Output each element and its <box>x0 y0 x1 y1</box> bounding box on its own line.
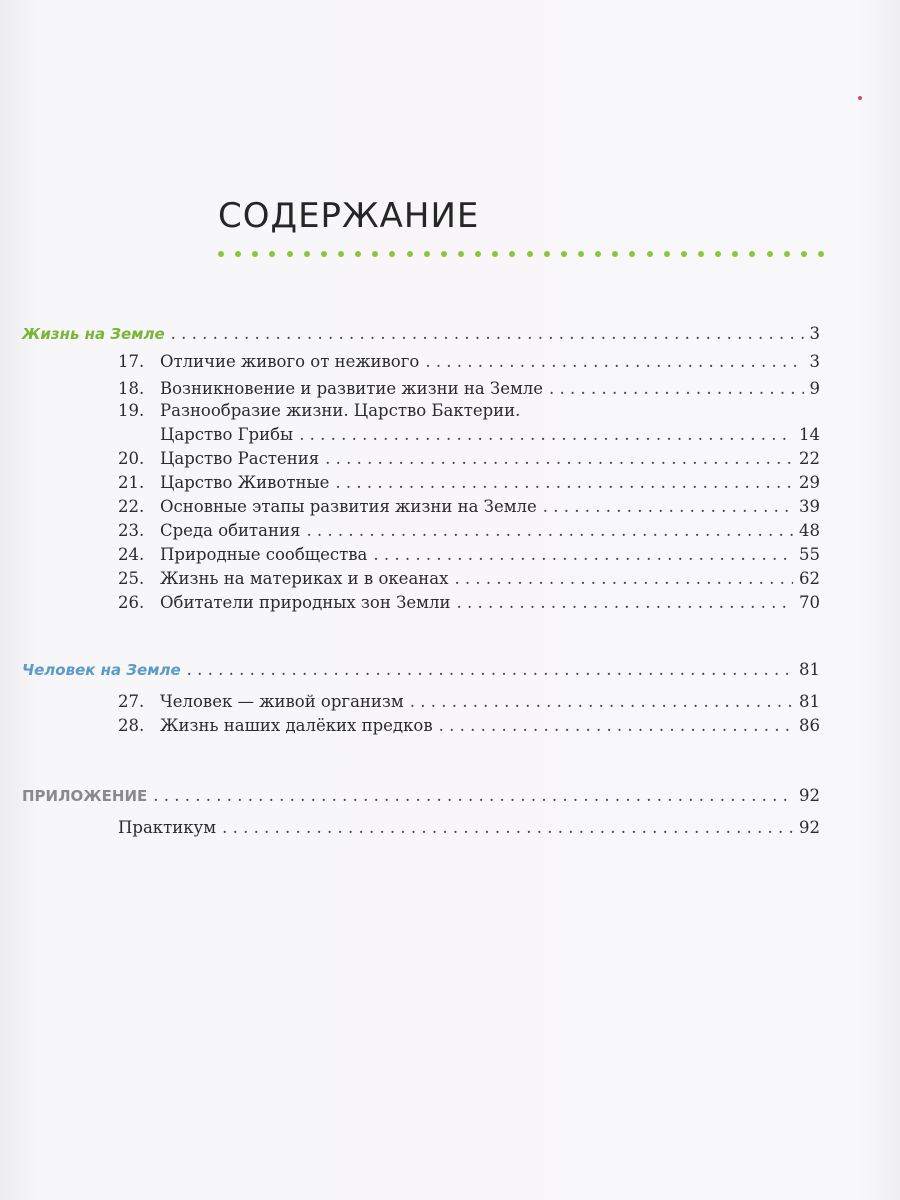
entry-title: Возникновение и развитие жизни на Земле <box>160 379 544 398</box>
divider-dot <box>767 251 773 257</box>
section-title: Жизнь на Земле <box>22 325 165 343</box>
dot-leader <box>410 692 793 711</box>
toc-entry[interactable] <box>118 692 820 716</box>
section-title: Человек на Земле <box>22 661 181 679</box>
page-number: 3 <box>809 352 820 371</box>
entry-title: Жизнь на материках и в океанах <box>160 569 449 588</box>
divider-dot <box>544 251 550 257</box>
divider-dot <box>424 251 430 257</box>
toc-entry[interactable] <box>118 473 820 497</box>
print-mark <box>858 96 862 100</box>
dot-leader <box>335 473 793 492</box>
toc-entry[interactable] <box>118 545 820 569</box>
page-number: 86 <box>799 716 820 735</box>
entry-title: Разнообразие жизни. Царство Бактерии. <box>160 401 521 420</box>
divider-dot <box>441 251 447 257</box>
toc-section-heading[interactable] <box>22 786 820 810</box>
divider-dot <box>355 251 361 257</box>
entry-title: Царство Растения <box>160 449 320 468</box>
page-number: 3 <box>809 324 820 343</box>
dot-leader <box>373 545 793 564</box>
entry-number: 24. <box>118 545 145 564</box>
dot-leader <box>454 569 793 588</box>
dot-leader <box>299 425 793 444</box>
entry-number: 18. <box>118 379 145 398</box>
dotted-divider <box>218 250 824 258</box>
entry-number: 23. <box>118 521 145 540</box>
toc-entry[interactable] <box>118 569 820 593</box>
entry-title-continuation: Царство Грибы <box>160 425 294 444</box>
toc-entry-continuation[interactable] <box>160 425 820 449</box>
toc-section-heading[interactable] <box>22 324 820 348</box>
dot-leader <box>153 786 793 805</box>
divider-dot <box>801 251 807 257</box>
divider-dot <box>629 251 635 257</box>
entry-number: 20. <box>118 449 145 468</box>
dot-leader <box>171 324 804 343</box>
toc-entry[interactable] <box>118 593 820 617</box>
toc-entry[interactable] <box>118 379 820 403</box>
dot-leader <box>222 818 793 837</box>
toc-entry[interactable] <box>118 818 820 842</box>
page-number: 55 <box>799 545 820 564</box>
divider-dot <box>732 251 738 257</box>
divider-dot <box>561 251 567 257</box>
page-number: 48 <box>799 521 820 540</box>
divider-dot <box>749 251 755 257</box>
divider-dot <box>304 251 310 257</box>
divider-dot <box>218 251 224 257</box>
dot-leader <box>543 497 793 516</box>
page-number: 22 <box>799 449 820 468</box>
divider-dot <box>715 251 721 257</box>
entry-title: Царство Животные <box>160 473 330 492</box>
dot-leader <box>325 449 793 468</box>
toc-entry[interactable] <box>118 716 820 740</box>
entry-title: Жизнь наших далёких предков <box>160 716 433 735</box>
page-number: 92 <box>799 818 820 837</box>
page-title: СОДЕРЖАНИЕ <box>218 196 480 236</box>
divider-dot <box>527 251 533 257</box>
divider-dot <box>407 251 413 257</box>
entry-title: Человек — живой организм <box>160 692 404 711</box>
toc-section-heading[interactable] <box>22 660 820 684</box>
divider-dot <box>252 251 258 257</box>
dot-leader <box>549 379 803 398</box>
toc-entry[interactable] <box>118 352 820 376</box>
divider-dot <box>664 251 670 257</box>
divider-dot <box>681 251 687 257</box>
toc-entry-first-line[interactable] <box>118 401 520 420</box>
divider-dot <box>578 251 584 257</box>
entry-title: Обитатели природных зон Земли <box>160 593 451 612</box>
entry-number: 25. <box>118 569 145 588</box>
divider-dot <box>338 251 344 257</box>
dot-leader <box>439 716 793 735</box>
entry-title: Природные сообщества <box>160 545 368 564</box>
entry-title: Отличие живого от неживого <box>160 352 420 371</box>
divider-dot <box>475 251 481 257</box>
entry-number: 19. <box>118 401 145 420</box>
page-number: 14 <box>799 425 820 444</box>
dot-leader <box>306 521 793 540</box>
entry-number: 27. <box>118 692 145 711</box>
divider-dot <box>595 251 601 257</box>
page-number: 39 <box>799 497 820 516</box>
divider-dot <box>612 251 618 257</box>
divider-dot <box>509 251 515 257</box>
toc-entry[interactable] <box>118 449 820 473</box>
divider-dot <box>818 251 824 257</box>
divider-dot <box>784 251 790 257</box>
page-number: 9 <box>809 379 820 398</box>
entry-number: 22. <box>118 497 145 516</box>
divider-dot <box>698 251 704 257</box>
dot-leader <box>456 593 793 612</box>
toc-entry[interactable] <box>118 497 820 521</box>
divider-dot <box>647 251 653 257</box>
entry-number: 21. <box>118 473 145 492</box>
divider-dot <box>235 251 241 257</box>
entry-title: Практикум <box>118 818 217 837</box>
page-number: 70 <box>799 593 820 612</box>
entry-title: Среда обитания <box>160 521 301 540</box>
divider-dot <box>269 251 275 257</box>
toc-entry[interactable] <box>118 521 820 545</box>
divider-dot <box>389 251 395 257</box>
entry-number: 28. <box>118 716 145 735</box>
page-number: 92 <box>799 786 820 805</box>
entry-title: Основные этапы развития жизни на Земле <box>160 497 537 516</box>
divider-dot <box>372 251 378 257</box>
entry-number: 26. <box>118 593 145 612</box>
dot-leader <box>187 660 793 679</box>
divider-dot <box>321 251 327 257</box>
page-number: 81 <box>799 660 820 679</box>
divider-dot <box>492 251 498 257</box>
divider-dot <box>458 251 464 257</box>
section-title: ПРИЛОЖЕНИЕ <box>22 787 148 805</box>
page-number: 62 <box>799 569 820 588</box>
page-number: 81 <box>799 692 820 711</box>
divider-dot <box>287 251 293 257</box>
entry-number: 17. <box>118 352 145 371</box>
dot-leader <box>425 352 803 371</box>
page-number: 29 <box>799 473 820 492</box>
